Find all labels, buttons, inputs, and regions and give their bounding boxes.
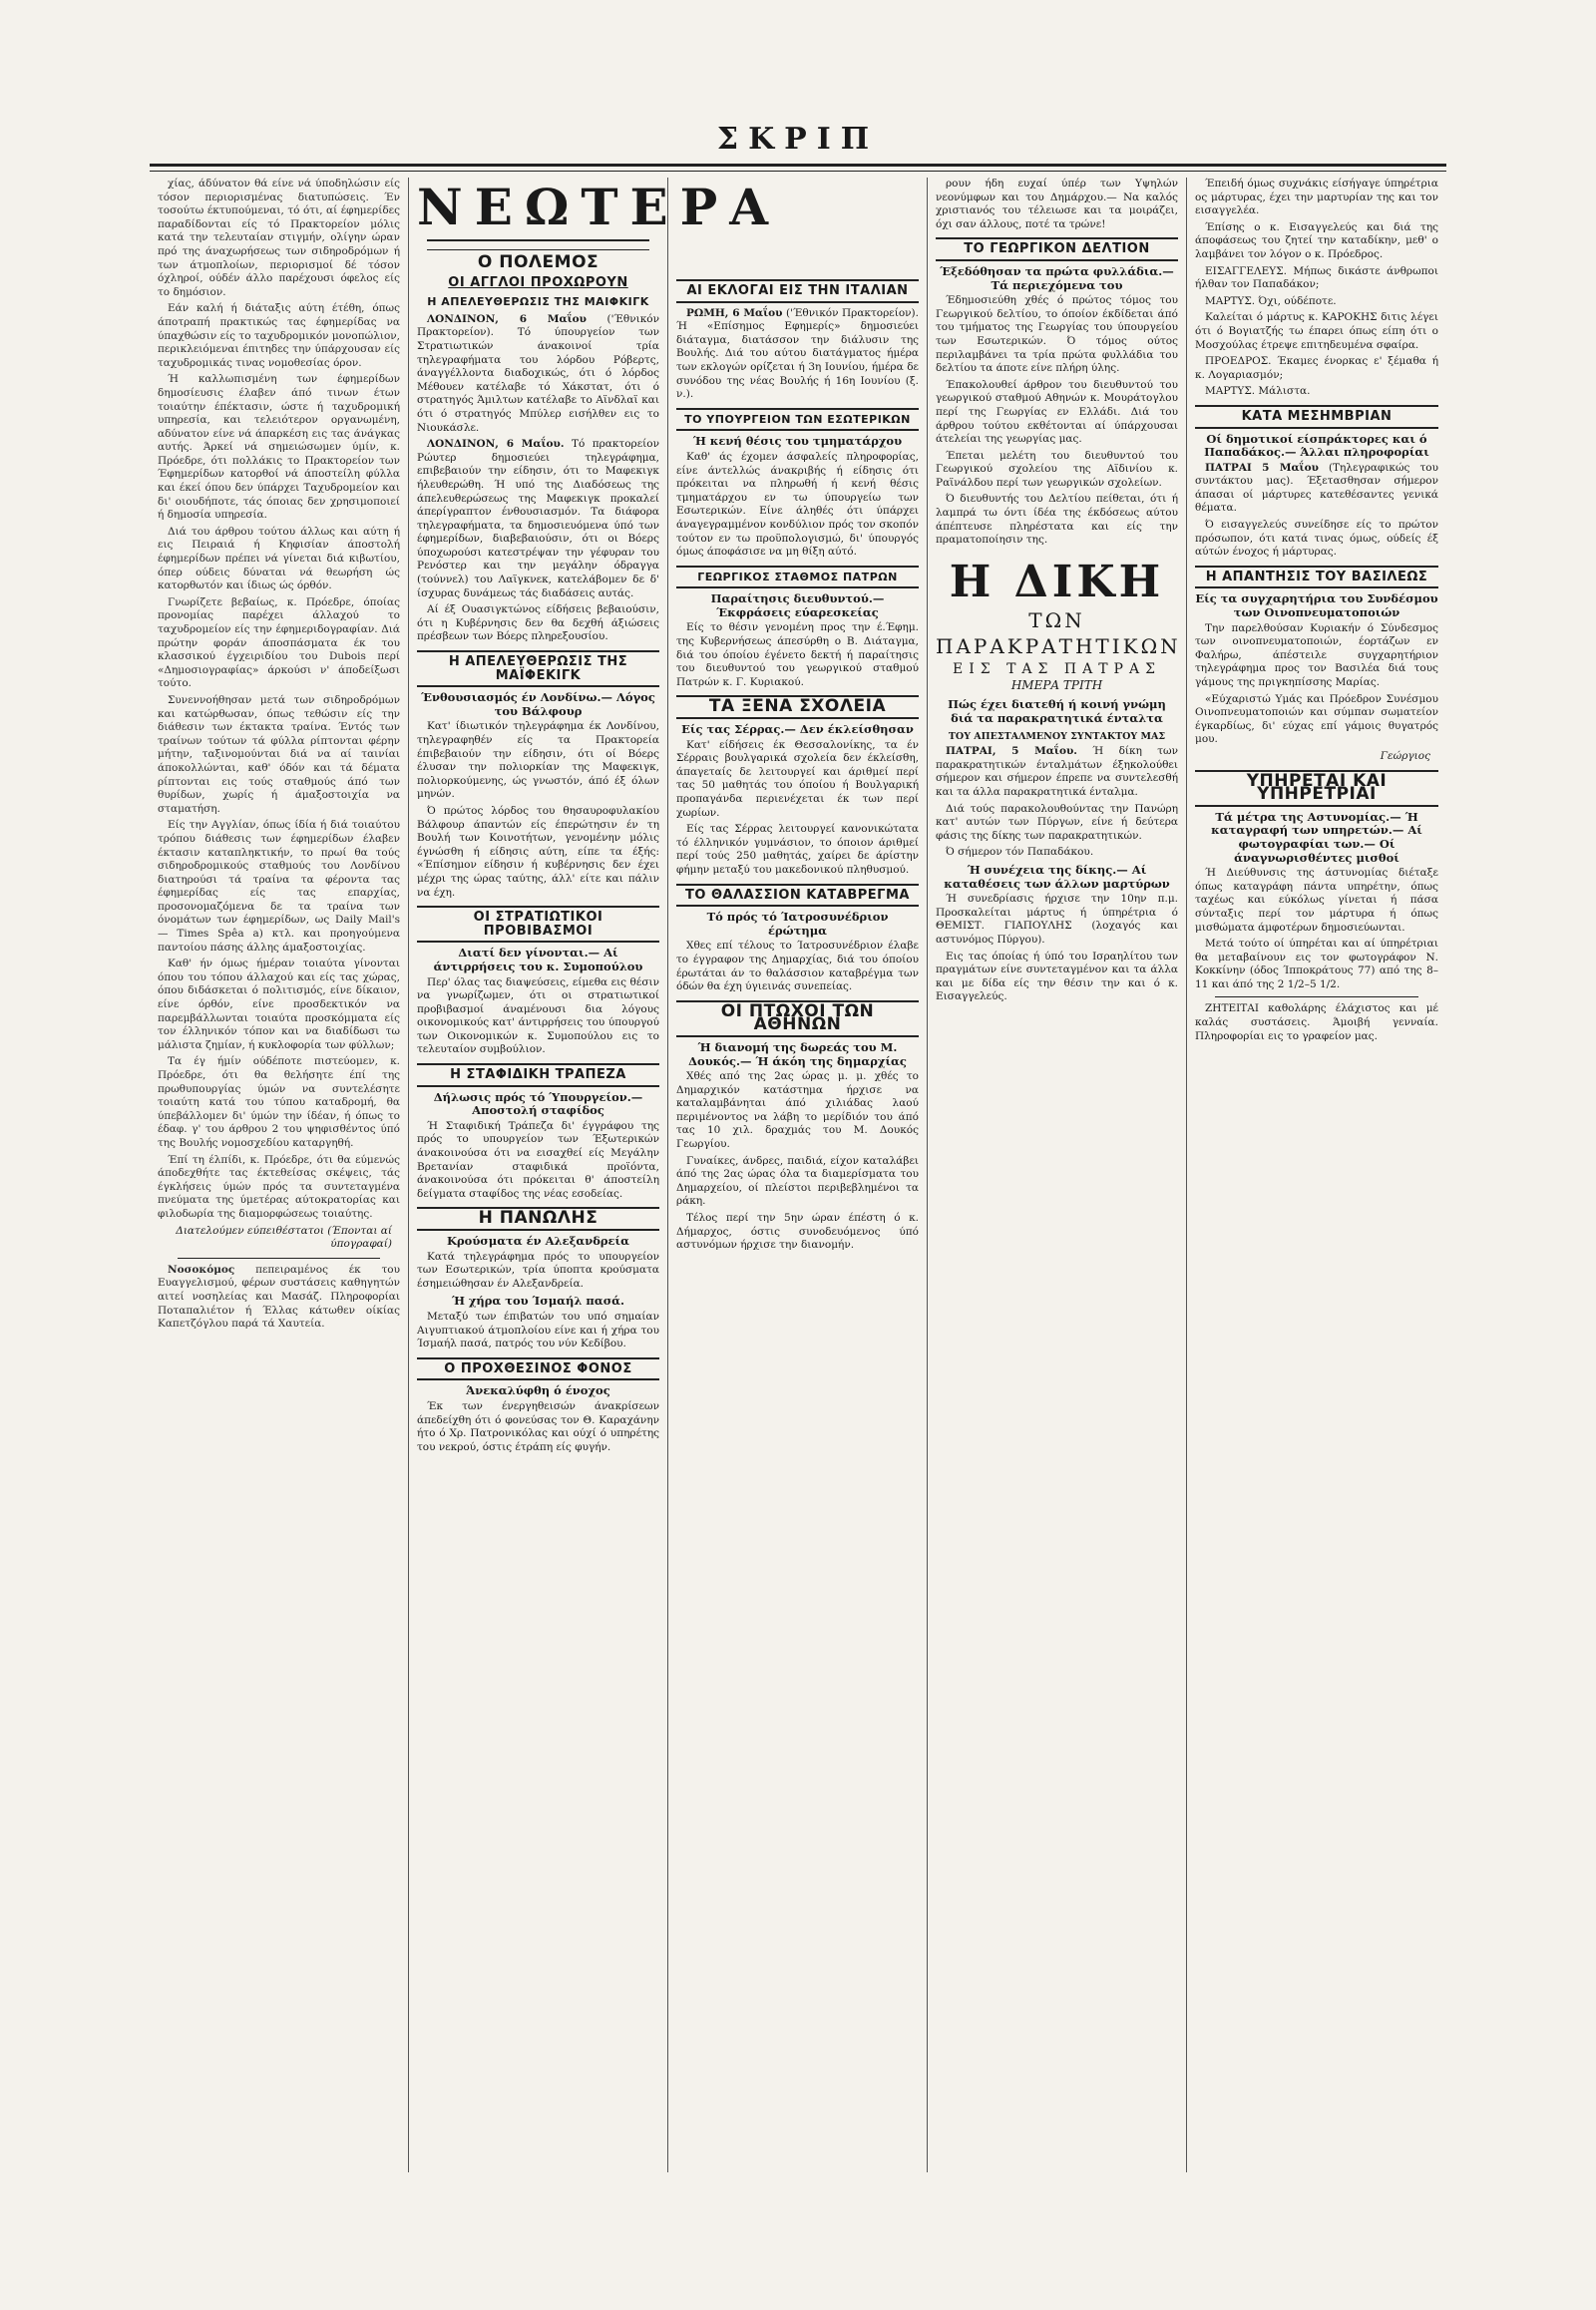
article-paragraph: Έπακολουθεί άρθρον του διευθυντού του γεωργικού σταθμού Αθηνών κ. Μουράτογλου περί της Γεωργίας εν Ελλάδι. Διά του άρθρου τούτου εκθέτονται αί ύπάρχουσαι άτελείαι της γεωργίας μας.: [936, 378, 1178, 446]
subheadline: Παραίτησις διευθυντού.—Έκφράσεις εύαρεσκείας: [710, 591, 885, 619]
article-paragraph: Έπεται μελέτη του διευθυντού του Γεωργικού σχολείου της Αϊδινίου κ. Ραϊνάλδου περί των γεωργικών σχολείων.: [936, 449, 1178, 489]
article-paragraph: Έκ των ένεργηθεισών άνακρίσεων άπεδείχθη ότι ό φονεύσας τον Θ. Καραχάνην ήτο ό Χρ. Πατρονικόλας και ούχί ό υπηρέτης του νεκρού, όστις έτράπη είς φυγήν.: [417, 1399, 659, 1453]
article-paragraph: Κατά τηλεγράφημα πρός το υπουργείον των Εσωτερικών, τρία ύποπτα κρούσματα έσημειώθησαν έν Αλεξανδρεία.: [417, 1250, 659, 1290]
article-paragraph: Εις τας όποίας ή ύπό του Ισραηλίτου των πραγμάτων είνε συντεταγμένον και τα άλλα και με δίδα είς την θέσιν την και ό κ. Εισαγγελεύς.: [936, 950, 1178, 1003]
subheadline: Ή συνέχεια της δίκης.— Αί καταθέσεις των άλλων μαρτύρων: [944, 862, 1170, 891]
column-5: [1187, 178, 1446, 2172]
signature: Διατελούμεν εύπειθέστατοι (Έπονται αί ύπογραφαί): [176, 1224, 392, 1251]
headline: ΑΙ ΕΚΛΟΓΑΙ ΕΙΣ ΤΗΝ ΙΤΑΛΙΑΝ: [676, 279, 919, 303]
dateline: ΠΑΤΡΑΙ 5 Μαΐου: [1205, 461, 1319, 474]
headline: ΥΠΗΡΕΤΑΙ ΚΑΙ ΥΠΗΡΕΤΡΙΑΙ: [1195, 770, 1438, 807]
article-paragraph: Διά του άρθρου τούτου άλλως και αύτη ή εις Πειραιά ή Κηφισίαν άποστολή έφημερίδων πρέπει νά γίνεται διά κιβωτίου, όπερ ούδεις δύναται νά θεωρήση ώς κατορθωτόν και ίδιως ώς όρθόν.: [158, 525, 400, 592]
banner-spacer: [676, 178, 919, 273]
headline: ΤΟ ΘΑΛΑΣΣΙΟΝ ΚΑΤΑΒΡΕΓΜΑ: [676, 884, 919, 908]
article-paragraph: Έπίσης ο κ. Εισαγγελεύς και διά της άποφάσεως του ζητεί την καταδίκην, μεθ' ο λαμβάνει τον λόγον ο κ. Πρόεδρος.: [1195, 220, 1438, 260]
subheadline: ΤΟΥ ΑΠΕΣΤΑΛΜΕΝΟΥ ΣΥΝΤΑΚΤΟΥ ΜΑΣ: [948, 730, 1166, 742]
article-paragraph: Χθές από της 2ας ώρας μ. μ. χθές το Δημαρχικόν κατάστημα ήρχισε να καταλαμβάνηται άπό χιλιάδας λαού περιμένοντος να λάβη το μερίδιόν του άπό τας 10 χιλ. δραχμάς του Μ. Δουκός Γεωργίου.: [676, 1070, 919, 1151]
article-paragraph: Τέλος περί την 5ην ώραν έπέστη ό κ. Δήμαρχος, όστις συνοδευόμενος ύπό αστυνόμων ήρχισε την διανομήν.: [676, 1212, 919, 1252]
headline: ΟΙ ΠΤΩΧΟΙ ΤΩΝ ΑΘΗΝΩΝ: [676, 1000, 919, 1037]
article-paragraph: «Εύχαριστώ Υμάς και Πρόεδρον Συνέσμου Οινοπνευματοποιών και σύμπαν σωματείον έγκαρδίως, δι' εύχας επί γάμοις θυγατρός μου.: [1195, 692, 1438, 746]
classified-text: ΖΗΤΕΙΤΑΙ καθολάρης έλάχιστος και μέ καλάς συστάσεις. Άμοιβή γενναία. Πληροφορίαι εις το γραφείον μας.: [1195, 1002, 1438, 1042]
trial-headline-block: [936, 556, 1181, 693]
article-paragraph: Καθ' άς έχομεν άσφαλείς πληροφορίας, είνε άντελλώς άνακριβής ή είδησις ότι πρόκειται να πληρωθή ή κενή θέσις τμηματάρχου εν τω ύπουργείω των Εσωτερικών. Είνε άληθές ότι ύπάρχει άναγεγραμμένον κονδύλιον πρός τον σκοπόν τούτον εν τω προϋπολογισμώ, δι' ύπουργός όμως άποφάσισε να μη θίξη αύτό.: [676, 450, 919, 559]
subheadline: Τό πρός τό Ίατροσυνέδριον έρώτημα: [706, 910, 889, 938]
subheadline: Άνεκαλύφθη ό ένοχος: [466, 1383, 610, 1398]
subheadline: Τά μέτρα της Αστυνομίας.— Ή καταγραφή των υπηρετών.— Αί φωτογραφίαι των.— Οί άναγνωρισθέντες μισθοί: [1211, 809, 1422, 865]
trial-headline: ΕΙΣ ΤΑΣ ΠΑΤΡΑΣ: [953, 660, 1161, 677]
divider: [178, 1258, 380, 1259]
article-paragraph: (Τηλεγραφικώς του συντάκτου μας). Έξετασθησαν σήμερον άπασαι οί μάρτυρες κατεθέσαντες γενικά θέματα.: [1195, 461, 1438, 515]
article-paragraph: Μεταξύ των έπιβατών του υπό σημαίαν Αιγυπτιακού άτμοπλοίου είνε και ή χήρα του Ίσμαήλ πασά, πατρός του νύν Κεδίβου.: [417, 1310, 659, 1350]
subheadline: Ένθουσιασμός έν Λονδίνω.— Λόγος του Βάλφουρ: [421, 690, 655, 718]
dateline: ΛΟΝΔΙΝΟΝ, 6 Μαΐου: [427, 312, 587, 325]
article-paragraph: Ό διευθυντής του Δελτίου πείθεται, ότι ή λαμπρά τω όντι ίδέα της έκδόσεως αύτου άπέπτευσε πληρέστατα και είς την πραματοποίησιν της.: [936, 493, 1178, 547]
article-paragraph: Ό σήμερον τόν Παπαδάκου.: [946, 846, 1094, 859]
article-paragraph: Γυναίκες, άνδρες, παιδιά, είχον καταλάβει άπό της 2ας ώρας όλα τα διαμερίσματα του Δημαρχείου, οί πλείστοι περιβεβλημένοι τα ράκη.: [676, 1154, 919, 1208]
article-paragraph: Ή καλλωπισμένη των έφημερίδων δημοσίευσις έλαβεν άπό τινων έτων τοιαύτην έπέκτασιν, ώστε ή ταχυδρομική υπηρεσία, και τελειότερον οργανωμένη, αδύνατον είνε νά άπαρκέση εις τας άνάγκας αυτής. Άρκεί νά σημειώσωμεν ύμίν, κ. Πρόεδρε, ότι πολλάκις το Πρακτορείον των Έφημερίδων κατορθοί νά άποστείλη φύλλα και έκεί όπου δεν ύπάρχει Ταχυδρομείον και δι' οιουδήποτε, τάς όποιας δεν χρησιμοποιεί ή δημοσία υπηρεσία.: [158, 373, 400, 522]
subheadline: Πώς έχει διατεθή ή κοινή γνώμη διά τα παρακρατητικά ένταλτα: [948, 697, 1166, 726]
headline: ΟΙ ΣΤΡΑΤΙΩΤΙΚΟΙ ΠΡΟΒΙΒΑΣΜΟΙ: [417, 906, 659, 943]
article-paragraph: Χθες επί τέλους το Ίατροσυνέδριον έλαβε το έγγραφον της Δημαρχίας, διά του όποίου έρωτάται άν το θαλάσσιον καταβρέγμα των όδών θα έχη ύγιεινάς συνεπείας.: [676, 940, 919, 993]
dateline: ΛΟΝΔΙΝΟΝ, 6 Μαΐου.: [427, 438, 565, 451]
column-3: [668, 178, 928, 2172]
article-paragraph: Έπειδή όμως συχνάκις είσήγαγε ύπηρέτρια ος μάρτυρας, έχει την μαρτυρίαν της και τον εισαγγελέα.: [1195, 178, 1438, 217]
headline: Η ΠΑΝΩΛΗΣ: [417, 1207, 659, 1231]
article-paragraph: ('Έθνικόν Πρακτορείον). Ή «Επίσημος Εφημερίς» δημοσιεύει διάταγμα, διατάσσον την διάλυσιν της Βουλής. Διά του αύτου διατάγματος ήμέρα των εκλογών ορίζεται ή 3η Ιουνίου, ήμέρα δε συνόδου της νέας Βουλής ή 16η Ιουνίου (ξ. ν.).: [676, 306, 919, 401]
article-paragraph: ρουν ήδη ευχαί ύπέρ των Υψηλών νεονύμφων και του Δημάρχου.— Να καλός χριστιανός του τέλειωσε και τα μοιράζει, όχι σαν άλλους, ποτέ τα τρώνε!: [936, 178, 1178, 230]
article-paragraph: Ό πρώτος λόρδος του θησαυροφυλακίου Βάλφουρ άπαντών είς έπερώτησιν έν τη Βουλή των Κοινοτήτων, γενομένην μόλις έγνώσθη ή είδησις αύτη, είπε τα έξής: «Έπίσημον είδησιν ή κυβέρνησις δεν έχει μέχρι της ώρας ταύτης, άλλ' είτε και πάλιν να έχη.: [417, 804, 659, 899]
article-paragraph: Ό εισαγγελεύς συνείδησε είς το πρώτον πρόσωπον, ότι κατά τινας όμως, ούδείς έξ αύτών ένοχος ή μάρτυρας.: [1195, 519, 1438, 559]
headline: Η ΑΠΕΛΕΥΘΕΡΩΣΙΣ ΤΗΣ ΜΑΪΦΕΚΙΓΚ: [417, 650, 659, 687]
headline: Η ΑΠΑΝΤΗΣΙΣ ΤΟΥ ΒΑΣΙΛΕΩΣ: [1195, 566, 1438, 589]
subheadline: Είς τα συγχαρητήρια του Συνδέσμου των Οινοπνευματοποιών: [1195, 591, 1438, 620]
article-paragraph: Την παρελθούσαν Κυριακήν ό Σύνδεσμος των οινοπνευματοποιών, έορτάζων εν Φαλήρω, άπέστειλε συγχαρητήριον τηλεγράφημα προς τον Βασιλέα διά τους γάμους της πριγκηπίσσης Μαρίας.: [1195, 621, 1438, 688]
article-paragraph: Καλείται ό μάρτυς κ. ΚΑΡΟΚΗΣ διτις λέγει ότι ό Βογιατζής τω έπαρει όπως είπη ότι ο Μοσχούλας έτρεψε επιτηδευμένα σφαίρα.: [1195, 311, 1438, 351]
article-paragraph: χίας, άδύνατον θά είνε νά ύποδηλώσιν είς τόσον περιορισμένας διατυπώσεις. Έν τοσούτω έκτυπούμεναι, τό ότι, αί έφημερίδες παραδίδονται είς τό Πρακτορείον μόλις κατά την τελευταίαν στιγμήν, ολίγην ώραν πρό της άναχωρήσεως των σιδηροδρόμων ή των άτμοπλοίων, περιορισμοί δέ τόσον όχληροί, ούδέν άλλο παρέχουσι όφελος είς το δημόσιον.: [158, 178, 400, 298]
subheadline: Είς τας Σέρρας.— Δεν έκλείσθησαν: [681, 722, 914, 737]
signature: Γεώργιος: [1380, 749, 1430, 762]
headline: ΤΟ ΓΕΩΡΓΙΚΟΝ ΔΕΛΤΙΟΝ: [936, 237, 1178, 261]
subheadline: Οί δημοτικοί είσπράκτορες και ό Παπαδάκος.— Άλλαι πληροφορίαι: [1204, 431, 1429, 460]
article-paragraph: ΜΑΡΤΥΣ. Μάλιστα.: [1205, 385, 1311, 398]
article-paragraph: ΜΑΡΤΥΣ. Όχι, ούδέποτε.: [1205, 294, 1337, 307]
classified-heading: Νοσοκόμος: [168, 1263, 235, 1276]
article-paragraph: Αί έξ Ουασιγκτώνος είδήσεις βεβαιούσιν, ότι η Κυβέρνησις δεν θα δεχθή άξιώσεις πρέσβεων των Βόερς πληρεξουσίου.: [417, 603, 659, 643]
article-paragraph: Κατ' ίδιωτικόν τηλεγράφημα έκ Λονδίνου, τηλεγραφηθέν είς τα Πρακτορεία έπιβεβαιούν την είδησιν, ότι οί Βόερς έλυσαν την πολιορκίαν της Μαφεκιγκ, πολιορκούμενης, ώς γνωστόν, άπό έξ όλων μηνών.: [417, 720, 659, 801]
headline: ΤΑ ΞΕΝΑ ΣΧΟΛΕΙΑ: [676, 695, 919, 719]
article-paragraph: Ή δίκη των παρακρατητικών ένταλμάτων έξηκολούθει σήμερον και σήμερον έπρεπε να συντελεσθή και τα άλλα παρακρατητικά ένταλμα.: [936, 745, 1178, 798]
section-banner: ΝΕΩΤΕΡΑ: [417, 178, 781, 236]
subheadline: Ή χήρα του Ίσμαήλ πασά.: [451, 1294, 625, 1309]
article-paragraph: Ή συνεδρίασις ήρχισε την 10ην π.μ. Προσκαλείται μάρτυς ή ύπηρέτρια ό ΘΕΜΙΣΤ. ΓΙΑΠΟΥΛΗΣ (λοχαγός και αστυνόμος Πύργου).: [936, 893, 1178, 946]
columns: [150, 178, 1446, 2172]
headline: ΓΕΩΡΓΙΚΟΣ ΣΤΑΘΜΟΣ ΠΑΤΡΩΝ: [676, 566, 919, 589]
article-paragraph: Είς τας Σέρρας λειτουργεί κανονικώτατα τό έλληνικόν γυμνάσιον, το όποιον άριθμεί περί τούς 250 μαθητάς, χαίρει δε άρίστην φήμην μεταξύ του μακεδονικού πληθυσμού.: [676, 823, 919, 876]
banner-ornament: [427, 239, 649, 250]
trial-headline: ΤΩΝ ΠΑΡΑΚΡΑΤΗΤΙΚΩΝ: [936, 607, 1181, 658]
subheadline: Ή διανομή της δωρεάς του Μ. Δουκός.— Ή άκόη της δημαρχίας: [688, 1039, 907, 1068]
subheadline: Έξεδόθησαν τα πρώτα φυλλάδια.— Τά περιεχόμενα του: [940, 263, 1174, 292]
column-1: [150, 178, 409, 2172]
trial-headline: Η ΔΙΚΗ: [949, 556, 1165, 607]
headline: Ο ΠΡΟΧΘΕΣΙΝΟΣ ΦΟΝΟΣ: [417, 1357, 659, 1381]
article-paragraph: Ή Σταφιδική Τράπεζα δι' έγγράφου της πρός το υπουργείον των Έξωτερικών άνακοινούσα ότι να εισαχθεί είς Μεγάλην Βρετανίαν σταφιδικά προϊόντα, άνακοινούσα ότι πρόκειται θ' άποστείλη δείγματα σταφίδος της νέας εσοδείας.: [417, 1119, 659, 1200]
article-paragraph: Καθ' ήν όμως ήμέραν τοιαύτα γίνονται όπου του τόπου άλλαχού και είς τας χώρας, όπου διδάσκεται ό πολιτισμός, είνε δίκαιον, είνε όρθόν, είνε προσδεκτικόν να παρεμβάλλωνται τοιαύτα προσκόμματα είς τον έλληνικόν τόπον και να διαδίδωσι τω μάλιστα ζημίαν, ή κυκλοφορία των φύλλων;: [158, 958, 400, 1051]
article-paragraph: ΠΡΟΕΔΡΟΣ. Έκαμες ένορκας ε' ξέμαθα ή κ. Λογαριασμόν;: [1195, 355, 1438, 381]
newspaper-title: ΣΚΡΙΠ: [716, 122, 880, 157]
article-paragraph: Τα έγ ήμίν ούδέποτε πιστεύομεν, κ. Πρόεδρε, ότι θα θελήσητε έπί της πρωθυπουργίας ύμών να συντελέσητε τοιαύτη κατά του τύπου καταδρομή, θα ύπεβάλλομεν δι' ύμών την ίδέαν, ή όπως το έδαφ. γ' του άρθρου 2 του ψηφισθέντος ύπό της Βουλής νομοσχεδίου καταργηθή.: [158, 1055, 400, 1149]
article-paragraph: Είς την Αγγλίαν, όπως ίδία ή διά τοιαύτου τρόπου διάθεσις των έφημερίδων έλαβεν έκτασιν καταπληκτικήν, το πρωί θα τούς σιδηροδρομικούς σταθμούς του Λονδίνου διατηρούσι τά τραίνα τα φέροντα τας έφημερίδας είς τας επαρχίας, προσονομαζόμενα δε τα τραίνα των όνομάτων των έφημερίδων, ως Daily Mail's — Times Spêa a) κτλ. και προηγούμενα παντοίου πάσης άλλης άμαξοστοιχίας.: [158, 819, 400, 954]
trial-headline: ΗΜΕΡΑ ΤΡΙΤΗ: [1010, 677, 1103, 692]
classified-text: πεπειραμένος έκ του Ευαγγελισμού, φέρων συστάσεις καθηγητών αιτεί νοσηλείας και Μασάζ. Πληροφορίαι Ποταπαλιέτον ή Έλλας κάτωθεν οίκίας Καπετζόγλου παρά τά Χαυτεία.: [158, 1263, 400, 1331]
dateline: ΡΩΜΗ, 6 Μαΐου: [686, 306, 783, 319]
article-paragraph: Συνεννοήθησαν μετά των σιδηροδρόμων και κατώρθωσαν, όπως τεθώσιν είς την διάθεσιν των έκτακτα τραίνα. Έντός των τραίνων τούτων τά φύλλα ρίπτονται φέρην μήτην, ταξινομούνται διά να αί ταινίαι άποκολλώνται, καθ' όδόν και τά δέματα ρίπτονται εις τούς σταθμούς άπό των θυρίδων, χωρίς ή άμαξοστοιχία να σταματήση.: [158, 693, 400, 815]
article-paragraph: ('Έθνικόν Πρακτορείον). Τό ύπουργείον των Στρατιωτικών άνακοινοί τρία τηλεγραφήματα του λόρδου Ρόβερτς, άναγγέλλοντα διαδοχικώς, ότι ό λόρδος Μέθουεν κατέλαβε τό Χάκστατ, ότι ό στρατηγός Άμιλτων κατέλαβε το Αϊνδλαϊ και ότι ό στρατηγός Μπύλερ εισήλθεν εις το Νιουκάσλε.: [417, 312, 659, 434]
article-paragraph: Διά τούς παρακολουθούντας την Πανώρη κατ' αυτών των Πύργων, είνε ή δεύτερα φάσις της δίκης των παρακρατητικών.: [936, 802, 1178, 842]
article-paragraph: ΕΙΣΑΓΓΕΛΕΥΣ. Μήπως δικάστε άνθρωποι ήλθαν τον Παπαδάκον;: [1195, 264, 1438, 291]
subheadline: Δήλωσις πρός τό Ύπουργείον.— Αποστολή σταφίδος: [433, 1089, 643, 1118]
subheadline: Διατί δεν γίνονται.— Αί άντιρρήσεις του κ. Συμοπούλου: [433, 946, 643, 973]
subheadline: Κρούσματα έν Αλεξανδρεία: [447, 1234, 629, 1248]
masthead-rule: [150, 171, 1446, 172]
column-4: [928, 178, 1187, 2172]
article-paragraph: Ή Διεύθυνσις της άστυνομίας διέταξε όπως καταγράφη πάντα υπηρέτην, όπως ταχέως και εύκόλως γίνεται ή πάσα σύνταξις περί τον μάρτυρα ή όπως μισθώματα άμφοτέρων δημοσιεύωνται.: [1195, 867, 1438, 934]
article-paragraph: Εάν καλή ή διάταξις αύτη έτέθη, όπως άποτραπή πρακτικώς τας έφημερίδας να ύπαχθώσιν είς το ταχυδρομικόν μονοπώλιον, περικλειόμεναι έπιτηδες την ύπάρχουσαν είς ταχυδρομικάς τινας νομοθεσίας όρον.: [158, 302, 401, 369]
headline: Ο ΠΟΛΕΜΟΣ: [477, 252, 599, 272]
article-paragraph: Έδημοσιεύθη χθές ό πρώτος τόμος του Γεωργικού δελτίου, το όποίον έκδίδεται άπό του τμήματος της Γεωργίας του ύπουργείου των Εσωτερικών. Ό τόμος ούτος περιλαμβάνει τα τρία πρώτα φυλλάδια του δελτίου τα άποτε είνε πλήρη ύλης.: [936, 294, 1178, 375]
headline: ΤΟ ΥΠΟΥΡΓΕΙΟΝ ΤΩΝ ΕΣΩΤΕΡΙΚΩΝ: [676, 408, 919, 432]
masthead: [150, 118, 1446, 167]
article-paragraph: Μετά τούτο οί ύπηρέται και αί ύπηρέτριαι θα μεταβαίνουν εις τον φωτογράφον Ν. Κοκκίνην (όδος Ίπποκράτους 77) από της 8–11 και άπό της 2 1/2–5 1/2.: [1195, 938, 1438, 990]
headline: ΟΙ ΑΓΓΛΟΙ ΠΡΟΧΩΡΟΥΝ: [448, 274, 628, 290]
headline: Η ΑΠΕΛΕΥΘΕΡΩΣΙΣ ΤΗΣ ΜΑΙΦΚΙΓΚ: [427, 295, 649, 309]
article-paragraph: Κατ' είδήσεις έκ Θεσσαλονίκης, τα έν Σέρραις βουλγαρικά σχολεία δεν έκλείσθη, άπαγεταίς δε λειτουργεί και άριθμεί περί τας 50 μαθητάς του όποίου ή Βουλγαρική προπαγάνδα περιενέχεται έκ των περί χωρίων.: [676, 738, 919, 819]
article-paragraph: Έπί τη έλπίδι, κ. Πρόεδρε, ότι θα εύμενώς άποδεχθήτε τας έκτεθείσας σκέψεις, τάς έγκλήσεις ύμών πρός τα συντεταγμένα πνεύματα της ύμετέρας αύτοκρατορίας και φιλοδωρία της διαμορφώσεως τοιαύτης.: [158, 1153, 400, 1220]
dateline: ΠΑΤΡΑΙ, 5 Μαΐου.: [946, 745, 1077, 758]
article-paragraph: Είς το θέσιν γενομένη προς την έ.Έφημ. της Κυβερνήσεως άπεσύρθη ο Β. Διάταγμα, διά του όποίου έγένετο δεκτή ή παραίτησις του διευθυντού του γεωργικού σταθμού Πατρών κ. Γ. Κυριακού.: [676, 621, 919, 688]
article-paragraph: Γνωρίζετε βεβαίως, κ. Πρόεδρε, όποίας προνομίας παρέχει άλλαχού το ταχυδρομείον είς την έφημεριδογραφίαν. Διά πρώτην φοράν άποσπάσματα έκ του κλασσικού έγχειριδίου του Dubois περί «Δημοσιογραφίας» άρκούσι ν' άποδείξωσι τούτο.: [158, 595, 400, 690]
headline: ΚΑΤΑ ΜΕΣΗΜΒΡΙΑΝ: [1195, 405, 1438, 429]
divider: [1215, 996, 1418, 997]
article-paragraph: Περ' όλας τας διαψεύσεις, είμεθα εις θέσιν να γνωρίζωμεν, ότι οι στρατιωτικοί προβιβασμοί άναμένουσι δια λόγους οικονομικούς κατ' άντιρρήσεις του ύπουργού των Οικονομικών κ. Συμοπούλου εις το τελευταίον συμβούλιον.: [417, 975, 659, 1056]
headline: Η ΣΤΑΦΙΔΙΚΗ ΤΡΑΠΕΖΑ: [417, 1063, 659, 1087]
article-paragraph: Τό πρακτορείον Ρώυτερ δημοσιεύει τηλεγράφημα, επιβεβαιούν την είδησιν, ότι το Μαφεκιγκ ήλευθερώθη. Ή υπό της Διαδόσεως της άπελευθερώσεως της Μαφεκιγκ προκαλεί άπερίγραπτον ένθουσιασμόν. Τα διάφορα τηλεγραφήματα, τα δημοσιευόμενα ύπό των έφημερίδων, διαβεβαιούσιν, ότι οι Βόερς ύποχωρούσι κατεστρέψαν την γέφυραν του Ρενόστερ και την μεγάλην όδραγγα (τούννελ) του Λαϊγκνεκ, κατελάβομεν δε δ' ίσχυρας δυνάμεως τάς διαδάσεις αυτάς.: [417, 438, 659, 599]
subheadline: Ή κενή θέσις του τμηματάρχου: [692, 434, 903, 449]
